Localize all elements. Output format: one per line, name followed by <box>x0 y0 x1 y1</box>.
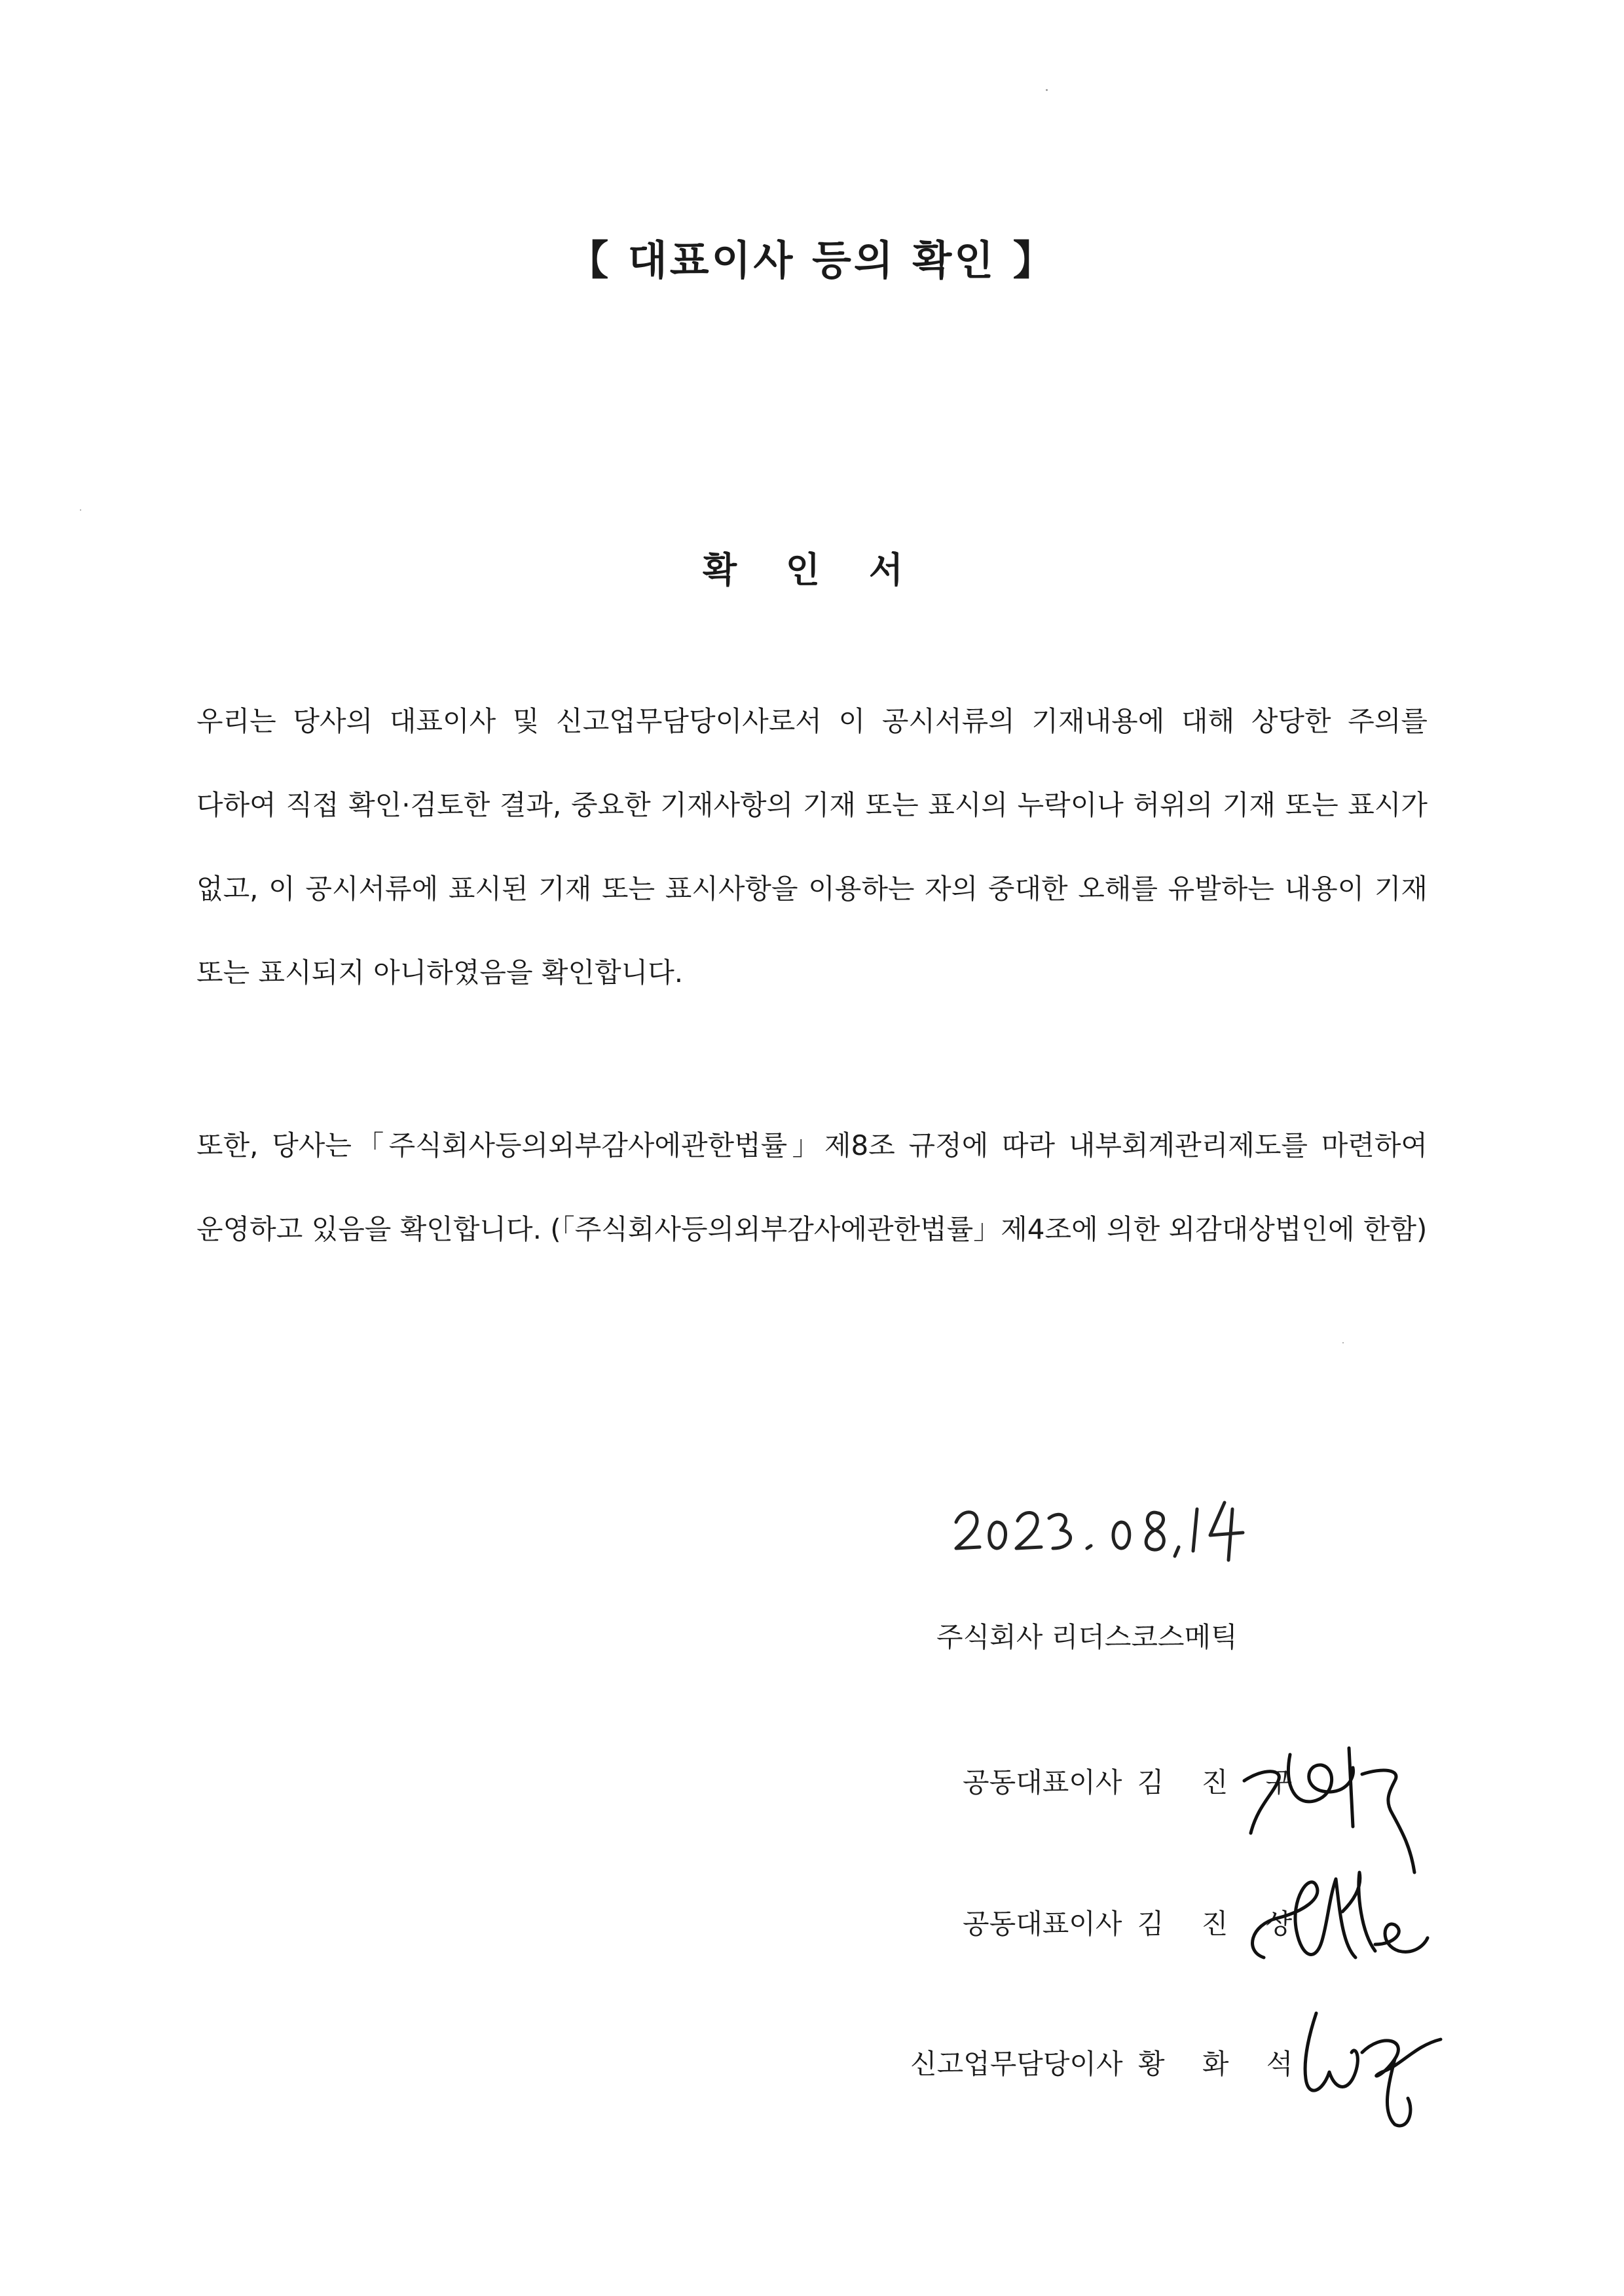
internal-control-paragraph: 또한, 당사는「주식회사등의외부감사에관한법률」제8조 규정에 따라 내부회계관리제도를 마련하여 운영하고 있음을 확인합니다. (「주식회사등의외부감사에관한법률」제4조에 의한 외감대상법인에 한함) <box>196 1129 1428 1245</box>
signer-name: 김 진 구 <box>1137 1766 1307 1798</box>
confirmation-paragraph: 우리는 당사의 대표이사 및 신고업무담당이사로서 이 공시서류의 기재내용에 대해 상당한 주의를 다하여 직접 확인·검토한 결과, 중요한 기재사항의 기재 또는 표시의 누락이나 허위의 기재 또는 표시가 없고, 이 공시서류에 표시된 기재 또는 표시사항을 이용하는 자의 중대한 오해를 유발하는 내용이 기재 또는 표시되지 아니하였음을 확인합니다. <box>196 705 1428 989</box>
signer-role: 공동대표이사 <box>963 1908 1122 1940</box>
signature-kim-jin-gu <box>1238 1728 1434 1879</box>
scan-speck <box>1342 1342 1344 1343</box>
signature-kim-jin-sang <box>1244 1859 1434 1990</box>
signer-role: 신고업무담당이사 <box>910 2048 1123 2080</box>
signer-name: 김 진 상 <box>1137 1908 1307 1940</box>
company-name: 주식회사 리더스코스메틱 <box>936 1621 1238 1653</box>
signer-name: 황 화 석 <box>1137 2048 1308 2080</box>
document-heading: 확 인 서 <box>702 549 922 591</box>
signer-role: 공동대표이사 <box>963 1766 1122 1798</box>
handwritten-date <box>950 1483 1251 1568</box>
signature-hwang-hwa-seok <box>1283 2007 1454 2131</box>
scan-speck <box>1046 89 1048 91</box>
signer-row <box>910 2043 1307 2082</box>
scan-speck <box>80 509 81 511</box>
page-title: 【 대표이사 등의 확인 】 <box>568 236 1056 284</box>
